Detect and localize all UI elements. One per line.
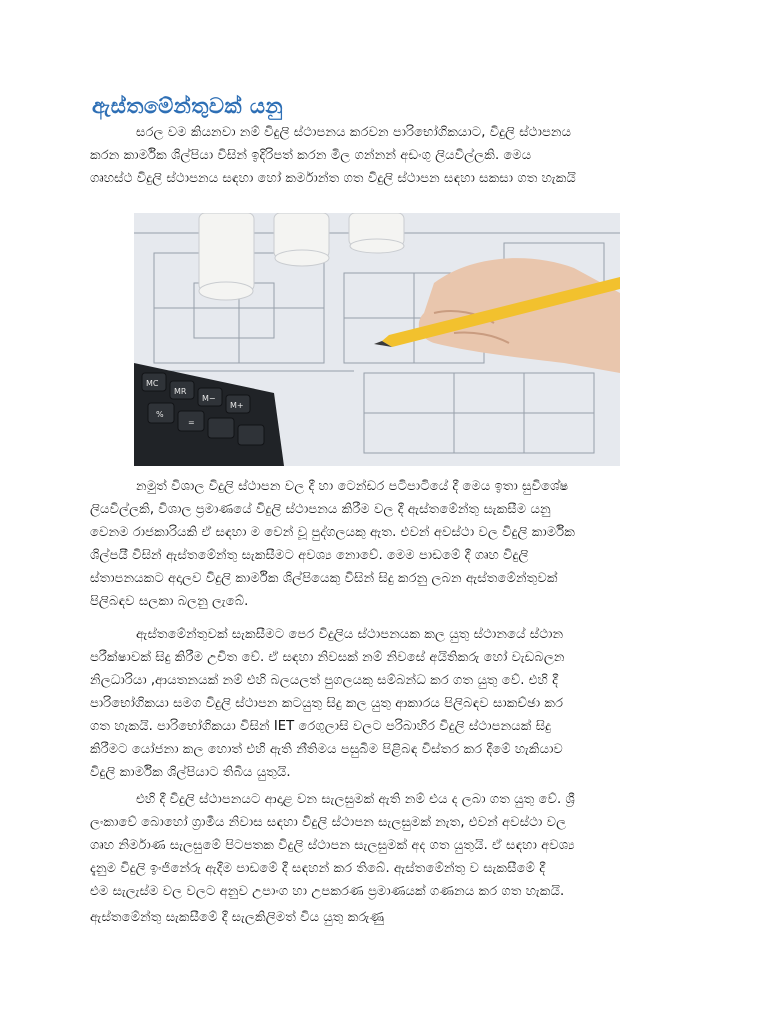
text-line: කිරීමට යෝජනා කල හොත් එහි ඇති නීතිමය පසුබිම පිළිබඳ විස්තර කර දීමේ හැකියාව (90, 742, 563, 757)
text-line: ඇස්තමේන්තුවක් සැකසීමට පෙර විදුලිය ස්ථාපනයක කල යුතු ස්ථානයේ ස්ථාන (136, 627, 564, 642)
text-line: පිලිබඳව සලකා බලනු ලැබේ. (90, 594, 249, 609)
text-line: ශිල්පයී විසින් ඇස්තමේන්තු සැකසීමට අවශ්‍ය නොවේ. මෙම පාඩමේ දී ගෘහ විදුලි (90, 548, 529, 563)
text-line: සරල වම කියනවා නම් විදුලි ස්ථාපනය කරවන පාරිභෝගිකයාට, විදුලි ස්ථාපනය (136, 125, 572, 140)
paragraph-installation-plan (90, 788, 682, 903)
blueprint-drawing-image (134, 213, 620, 466)
text-line: ස්තාපනයකට අදාලව විදුලි කාර්මික ශිල්පියෙකු විසින් සිදු කරනු ලබන ඇස්තමේන්තුවක් (90, 571, 558, 586)
text-line: ලංකාවේ බොහෝ ග්‍රාමීය නිවාස සඳහා විදුලි ස්ථාපන සැලසුමක් නැත, එවන් අවස්ථා වල (90, 815, 567, 830)
text-line: ලියවිල්ලකි, විශාල ප්‍රමාණයේ විදුලි ස්ථාපනය කිරීම වල දී ඇස්තමේන්තු සැකසීම යනු (90, 502, 551, 517)
section-heading-estimate-considerations (90, 906, 682, 929)
text-line: ගත හැකයි. පාරිභෝගිකයා විසින් IET රෙගුලාසි වලට පරිබාහිර විදුලි ස්ථාපනයක් සිදු (90, 719, 551, 734)
calculator-key-label: M− (202, 394, 216, 403)
text-line: පාරිභෝගිකයා සමග විදුලි ස්ථාපන කටයුතු සිදු කල යුතු ආකාරය පිලිබඳව සාකච්ඡා කර (90, 696, 564, 711)
calculator-key-label: MR (174, 387, 187, 396)
paragraph-large-installations (90, 475, 682, 613)
calculator-key-label: = (188, 418, 195, 427)
text-line: පරීක්ෂාවක් සිදු කිරීම උචිත වේ. ඒ සඳහා නිවසක් නම් නිවසේ අයිතිකරු හෝ වැඩබලන (90, 650, 565, 665)
calculator-key-label: % (156, 410, 164, 419)
paragraph-definition (90, 121, 682, 190)
text-line: නිලධාරියා ,ආයතනයක් නම් එහි බලයලත් පුගලයකු සම්බන්ධ කර ගත යුතු වේ. එහි දී (90, 673, 558, 688)
calculator-key-label: M+ (230, 401, 244, 410)
page-title: ඇස්තමේන්තුවක් යනු (92, 94, 283, 118)
text-line: දැනුම විදුලි ඉංජිනේරු ඇදීම පාඩමේ දී සඳහන් කර තිබේ. ඇස්තමේන්තු ව සැකසීමේ දී (90, 861, 546, 876)
calculator-key-label: MC (146, 379, 159, 388)
text-line: ගෘහ නිර්මාණ සැලසුමේ පිටපතක විදුලි ස්ථාපන සැලසුමක් අද ගත යුතුයි. ඒ සඳහා අවශ්‍ය (90, 838, 575, 853)
text-line: වෙනම රාජකාරියකි ඒ සඳහා ම වෙන් වූ පුද්ගලයකු ඇත. එවන් අවස්ථා වල විදුලි කාර්මික (90, 525, 575, 540)
text-line: කරන කාර්මික ශිල්පියා විසින් ඉදිරිපත් කරන මිල ගන්නන් අඩංගු ලියවිල්ලකි. මෙය (90, 148, 532, 163)
paragraph-site-inspection (90, 623, 682, 784)
text-line: ඇස්තමේන්තු සැකසීමේ දී සැලකිලිමත් විය යුතු කරුණු (90, 910, 385, 925)
text-line: එහි දී විදුලි ස්ථාපනයට ආදාළ වන සැලසුමක් ඇති නම් එය ද ලබා ගත යුතු වේ. ශ්‍රී (136, 792, 575, 807)
text-line: විදුලි කාර්මික ශිල්පියාට තිබිය යුතුයි. (90, 765, 291, 780)
text-line: එම සැලැස්ම වල වලට අනුව උපාංග හා උපකරණ ප්‍රමාණයක් ගණනය කර ගත හැකයි. (90, 884, 565, 899)
text-line: ගෘහස්ථ විදුලි ස්ථාපනය සඳහා හෝ කර්මාන්ත ගත විදුලි ස්ථාපන සඳහා සකසා ගත හැකයි (90, 171, 576, 186)
text-line: නමුත් විශාල විදුලි ස්ථාපන වල දී හා ටෙන්ඩර පටිපාටියේ දී මෙය ඉතා සුවිශේෂ (136, 479, 569, 494)
